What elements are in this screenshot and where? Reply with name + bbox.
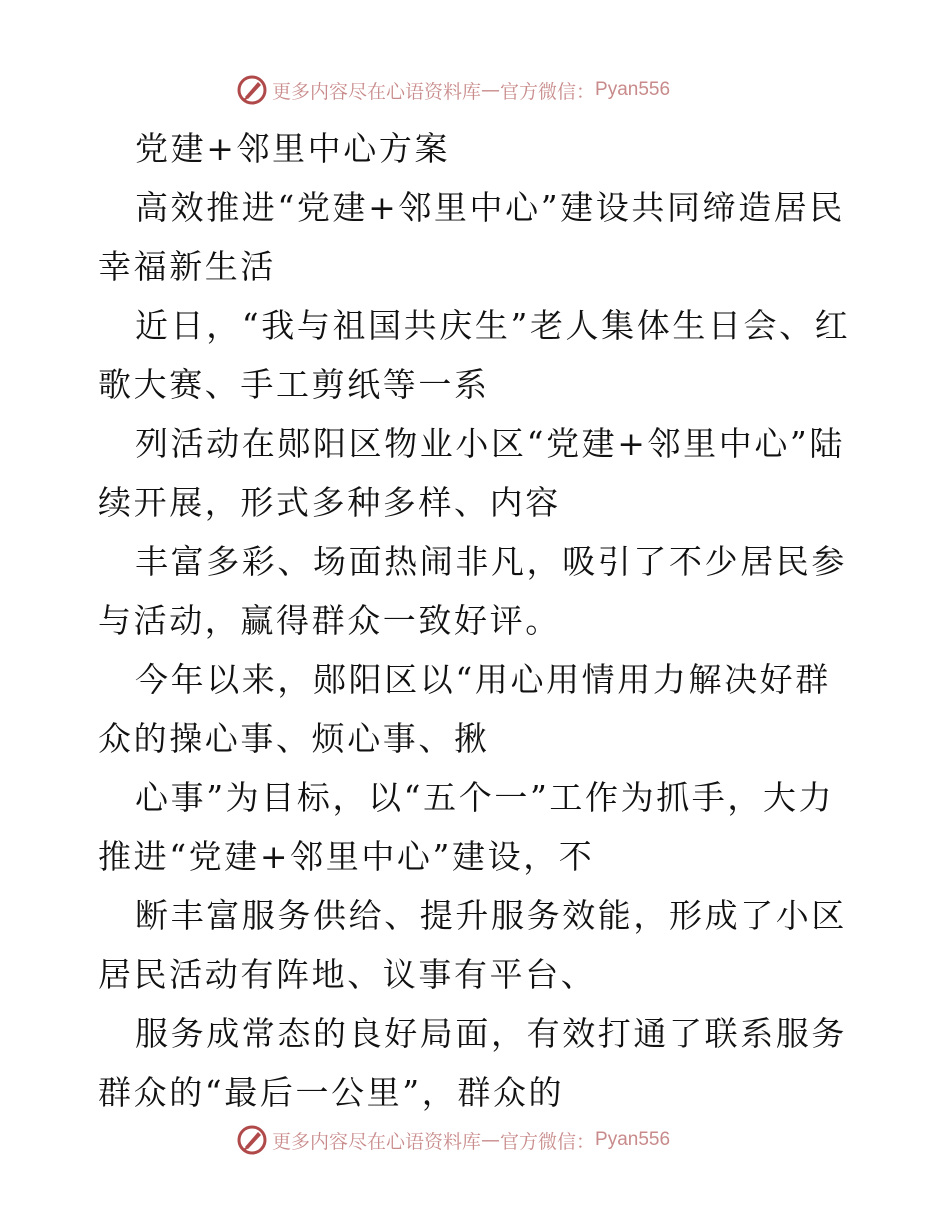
- quill-pen-seal-icon: [236, 1124, 268, 1156]
- header-banner-text: 更多内容尽在心语资料库: [272, 80, 482, 103]
- paragraph: 列活动在郧阳区物业小区“党建+邻里中心”陆续开展，形式多种多样、内容: [98, 424, 845, 522]
- paragraph: 丰富多彩、场面热闹非凡，吸引了不少居民参与活动，赢得群众一致好评。: [98, 542, 847, 640]
- header-banner-suffix: 官方微信：: [500, 80, 596, 103]
- header-banner-separator: —: [481, 79, 501, 101]
- paragraph: 断丰富服务供给、提升服务效能，形成了小区居民活动有阵地、议事有平台、: [98, 896, 847, 994]
- header-watermark-banner: [236, 73, 670, 107]
- paragraph: 近日，“我与祖国共庆生”老人集体生日会、红歌大赛、手工剪纸等一系: [98, 306, 851, 404]
- document-title: 党建+邻里中心方案: [135, 129, 451, 168]
- paragraph: 心事”为目标，以“五个一”工作为抓手，大力推进“党建+邻里中心”建设，不: [98, 778, 835, 876]
- paragraph: 今年以来，郧阳区以“用心用情用力解决好群众的操心事、烦心事、揪: [98, 660, 831, 758]
- footer-banner-suffix: 官方微信：: [500, 1130, 596, 1153]
- document-body: [98, 119, 858, 1122]
- footer-banner-separator: —: [481, 1129, 501, 1151]
- paragraph: 服务成常态的良好局面，有效打通了联系服务群众的“最后一公里”，群众的: [98, 1014, 847, 1112]
- footer-banner-text: 更多内容尽在心语资料库: [272, 1130, 482, 1153]
- quill-pen-seal-icon: [236, 74, 268, 106]
- document-subtitle: 高效推进“党建+邻里中心”建设共同缔造居民幸福新生活: [98, 188, 845, 286]
- footer-watermark-banner: [236, 1123, 670, 1157]
- header-banner-handle: Pyan556: [595, 79, 671, 100]
- footer-banner-handle: Pyan556: [595, 1129, 671, 1150]
